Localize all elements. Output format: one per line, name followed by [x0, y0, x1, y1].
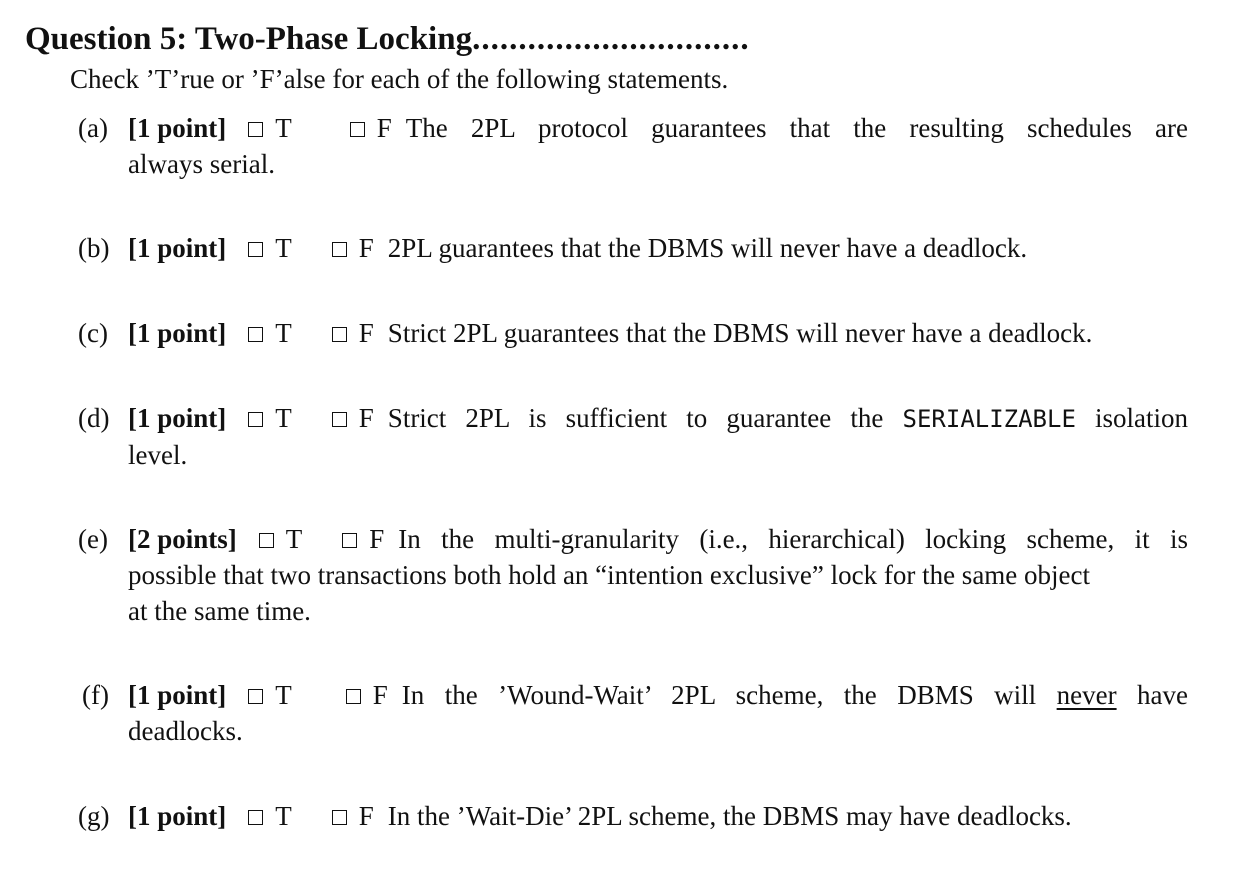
true-label: T [275, 233, 292, 263]
false-label: F [376, 113, 392, 143]
false-option[interactable] [342, 521, 384, 557]
statement-text: 2PL guarantees that the DBMS will never have a deadlock. [387, 233, 1028, 263]
statement-text-before: In the ’Wound-Wait’ 2PL scheme, the DBMS will [401, 680, 1037, 710]
question-instructions: Check ’T’rue or ’F’alse for each of the following statements. [70, 64, 729, 94]
false-label: F [358, 318, 374, 348]
false-label: F [358, 233, 374, 263]
false-option[interactable] [332, 230, 374, 266]
statement-text-after: have [1137, 680, 1188, 710]
item-points: [1 point] [128, 113, 227, 143]
statement-continuation: possible that two transactions both hold an “intention exclusive” lock for the same object [128, 560, 1091, 590]
true-option[interactable] [248, 677, 292, 713]
item-points: [1 point] [128, 233, 227, 263]
item-label: (d) [78, 403, 110, 433]
true-option[interactable] [248, 315, 292, 351]
false-option[interactable] [346, 677, 388, 713]
statement-continuation-2: at the same time. [128, 596, 311, 626]
true-checkbox[interactable] [248, 242, 263, 257]
true-checkbox[interactable] [248, 810, 263, 825]
statement-continuation: deadlocks. [128, 716, 243, 746]
true-label: T [275, 113, 292, 143]
false-checkbox[interactable] [346, 689, 361, 704]
statement-f [78, 677, 1188, 749]
true-option[interactable] [248, 230, 292, 266]
statement-text-after: isolation [1095, 403, 1189, 433]
false-option[interactable] [332, 315, 374, 351]
underlined-never: never [1056, 680, 1117, 710]
false-checkbox[interactable] [332, 810, 347, 825]
true-checkbox[interactable] [259, 533, 274, 548]
item-label: (f) [82, 680, 109, 710]
false-option[interactable] [350, 110, 392, 146]
statement-text: In the ’Wait-Die’ 2PL scheme, the DBMS may have deadlocks. [387, 801, 1072, 831]
false-checkbox[interactable] [332, 412, 347, 427]
true-option[interactable] [248, 400, 292, 436]
question-title-text: Question 5: Two-Phase Locking [25, 21, 473, 57]
statement-text: Strict 2PL guarantees that the DBMS will never have a deadlock. [387, 318, 1093, 348]
true-checkbox[interactable] [248, 689, 263, 704]
true-checkbox[interactable] [248, 122, 263, 137]
true-label: T [275, 318, 292, 348]
false-label: F [372, 680, 388, 710]
true-checkbox[interactable] [248, 327, 263, 342]
true-label: T [275, 403, 292, 433]
false-checkbox[interactable] [350, 122, 365, 137]
question-title [25, 18, 1025, 60]
statement-g [78, 798, 1188, 834]
item-label: (a) [78, 113, 108, 143]
item-points: [1 point] [128, 801, 227, 831]
item-points: [2 points] [128, 524, 237, 554]
statement-e [78, 521, 1188, 629]
statement-b [78, 230, 1188, 266]
statement-text: The 2PL protocol guarantees that the resulting schedules are [405, 113, 1188, 143]
true-label: T [275, 801, 292, 831]
statement-text [402, 677, 1188, 713]
statement-text-before: Strict 2PL is sufficient to guarantee the [387, 403, 884, 433]
statement-continuation: always serial. [128, 149, 275, 179]
statement-continuation: level. [128, 440, 188, 470]
code-serializable: SERIALIZABLE [902, 405, 1076, 433]
item-label: (b) [78, 233, 110, 263]
title-dot-leader: .............................. [472, 21, 750, 57]
statement-a [78, 110, 1188, 182]
false-checkbox[interactable] [332, 327, 347, 342]
true-label: T [285, 524, 303, 554]
true-option[interactable] [248, 110, 292, 146]
true-option[interactable] [248, 798, 292, 834]
item-points: [1 point] [128, 403, 227, 433]
statement-d [78, 400, 1188, 473]
statement-text: In the multi-granularity (i.e., hierarchical) locking scheme, it is [398, 524, 1188, 554]
item-label: (g) [78, 801, 110, 831]
false-label: F [369, 524, 385, 554]
true-label: T [275, 680, 292, 710]
statement-c [78, 315, 1188, 351]
true-option[interactable] [259, 521, 303, 557]
true-checkbox[interactable] [248, 412, 263, 427]
false-option[interactable] [332, 400, 374, 436]
item-label: (c) [78, 318, 108, 348]
false-label: F [358, 403, 374, 433]
item-label: (e) [78, 524, 108, 554]
statement-text [388, 400, 1188, 437]
false-checkbox[interactable] [332, 242, 347, 257]
item-points: [1 point] [128, 680, 227, 710]
false-checkbox[interactable] [342, 533, 357, 548]
false-label: F [358, 801, 374, 831]
false-option[interactable] [332, 798, 374, 834]
item-points: [1 point] [128, 318, 227, 348]
